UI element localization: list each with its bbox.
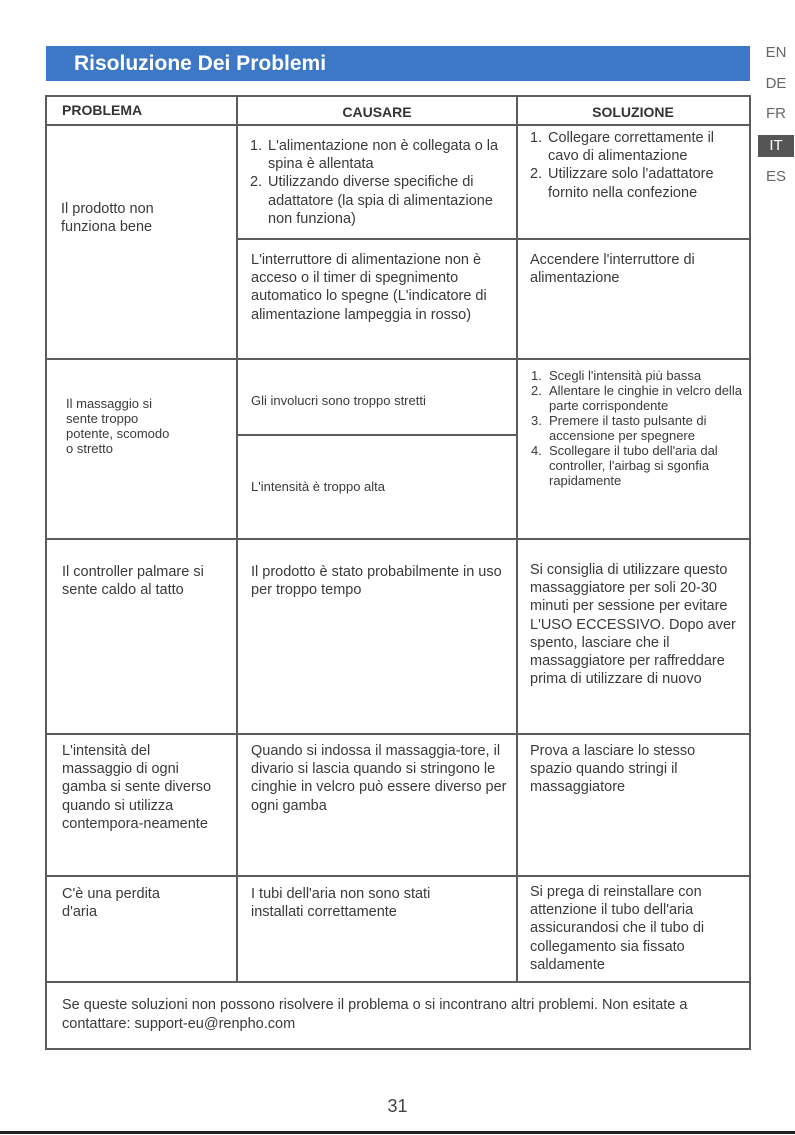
- row1-cause-b: L'interruttore di alimentazione non è acceso o il timer di spegnimento automatico lo spegne (L'indicatore di alimentazione lampeggia in rosso): [251, 252, 487, 323]
- lang-tab-es[interactable]: ES: [765, 168, 786, 185]
- row3-cause: Il prodotto è stato probabilmente in uso per troppo tempo: [251, 564, 502, 599]
- divider: [237, 238, 749, 240]
- row4-problem: L'intensità del massaggio di ogni gamba si sente diverso quando si utilizza contempora-neamente: [62, 743, 212, 832]
- row1-solution-a: 1. Collegare correttamente il cavo di alimentazione 2. Utilizzare solo l'adattatore fornito nella confezione: [530, 130, 715, 201]
- header-cause: CAUSARE: [342, 104, 412, 120]
- row2-solution: 1. Scegli l'intensità più bassa 2. Allentare le cinghie in velcro della parte corrispondente 3. Premere il tasto pulsante di accensione per spegnere 4. Scollegare il tubo dell'aria dal controller, l'airbag si sgonfia rapidamente: [531, 368, 742, 488]
- divider: [236, 95, 238, 983]
- divider: [45, 875, 749, 877]
- row2-cause-a: Gli involucri sono troppo stretti: [251, 393, 426, 408]
- row2-cause-b: L'intensità è troppo alta: [251, 479, 386, 494]
- divider: [237, 434, 517, 436]
- row4-cause: Quando si indossa il massaggia-tore, il divario si lascia quando si stringono le cinghie in velcro può essere diverso per ogni gamba: [251, 743, 507, 814]
- row3-problem: Il controller palmare si sente caldo al tatto: [62, 564, 204, 599]
- header-problem: PROBLEMA: [62, 102, 143, 118]
- divider: [516, 95, 518, 983]
- row5-problem: C'è una perdita d'aria: [62, 886, 160, 921]
- page-title: Risoluzione Dei Problemi: [46, 46, 750, 81]
- divider: [45, 124, 749, 126]
- lang-tab-fr[interactable]: FR: [766, 105, 786, 122]
- lang-tab-it[interactable]: IT: [758, 135, 794, 157]
- header-solution: SOLUZIONE: [592, 104, 674, 120]
- divider: [45, 358, 749, 360]
- row1-problem: Il prodotto non funziona bene: [61, 201, 154, 236]
- row4-solution: Prova a lasciare lo stesso spazio quando stringi il massaggiatore: [530, 743, 696, 796]
- row5-cause: I tubi dell'aria non sono stati installati correttamente: [251, 886, 431, 921]
- row1-cause-a: 1. L'alimentazione non è collegata o la spina è allentata 2. Utilizzando diverse specifiche di adattatore (la spia di alimentazione non funziona): [250, 138, 499, 227]
- lang-tab-en[interactable]: EN: [765, 44, 787, 61]
- divider: [45, 733, 749, 735]
- divider: [45, 981, 749, 983]
- contact-note: Se queste soluzioni non possono risolvere il problema o si incontrano altri problemi. Non esitate a contattare: support-eu@renpho.com: [62, 997, 688, 1032]
- divider: [45, 538, 749, 540]
- row1-solution-b: Accendere l'interruttore di alimentazione: [530, 252, 695, 287]
- bottom-rule: [0, 1131, 795, 1134]
- page-number: 31: [387, 1096, 408, 1116]
- row5-solution: Si prega di reinstallare con attenzione il tubo dell'aria assicurandosi che il tubo di collegamento sia fissato saldamente: [530, 884, 705, 973]
- row3-solution: Si consiglia di utilizzare questo massaggiatore per soli 20-30 minuti per sessione per evitare L'USO ECCESSIVO. Dopo aver spento, lasciare che il massaggiatore per raffreddare prima di utilizzare di nuovo: [530, 562, 736, 688]
- lang-tab-de[interactable]: DE: [765, 75, 787, 92]
- row2-problem: Il massaggio si sente troppo potente, scomodo o stretto: [66, 396, 170, 456]
